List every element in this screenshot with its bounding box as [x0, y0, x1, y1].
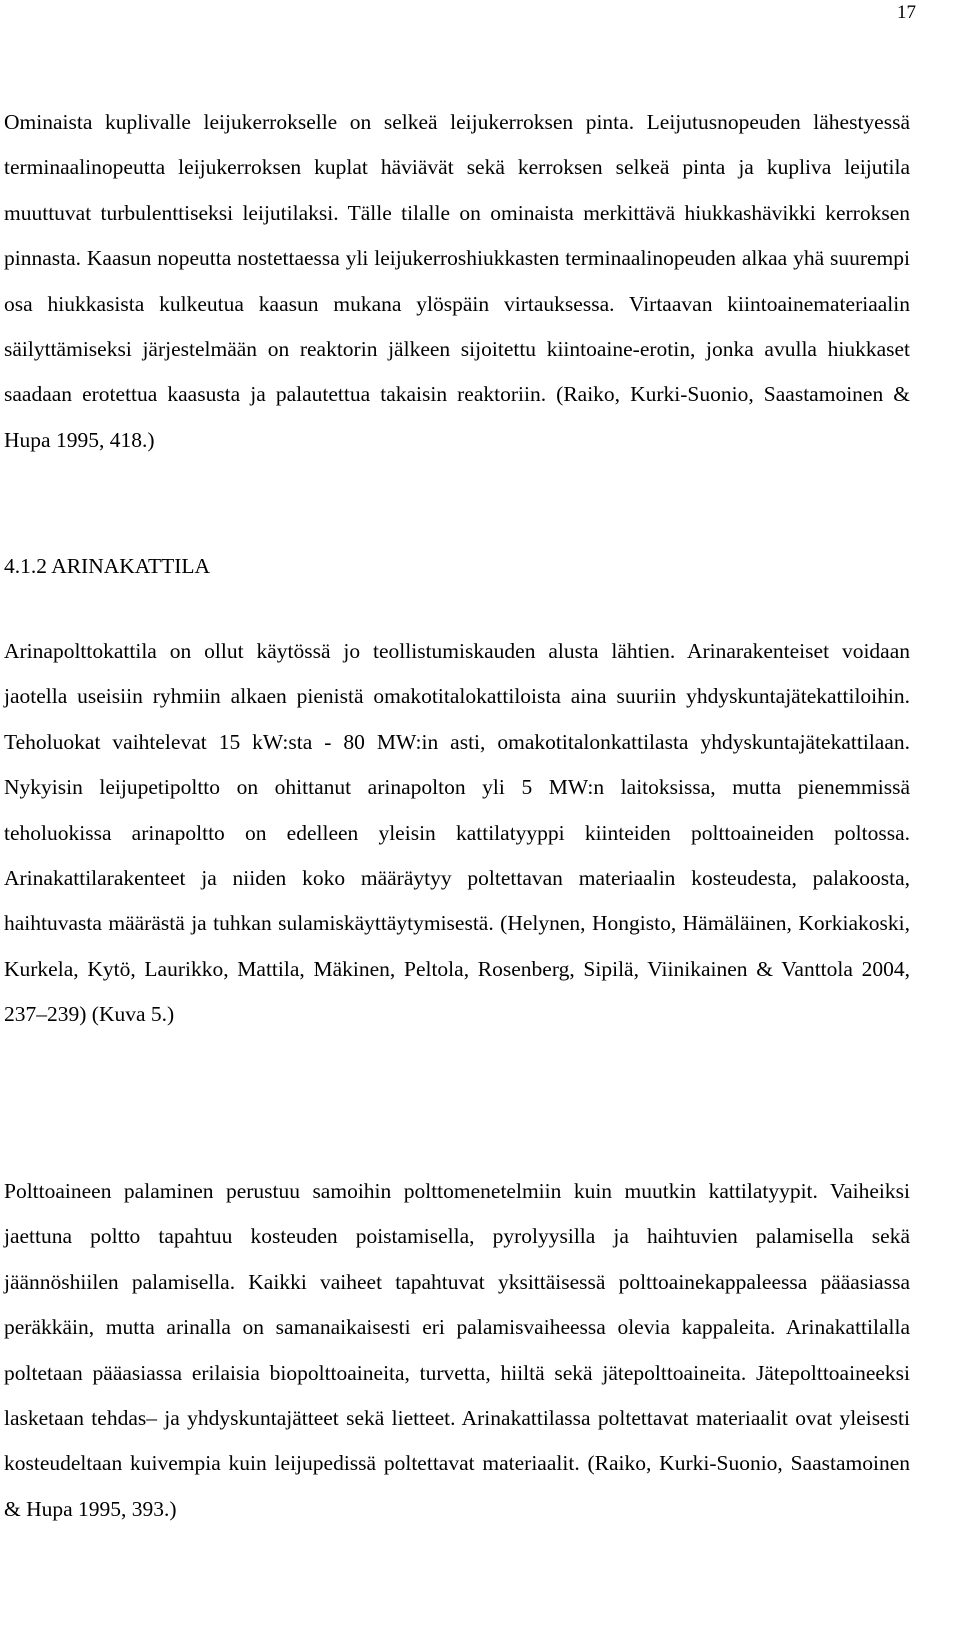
body-paragraph-arinakattila: Arinapolttokattila on ollut käytössä jo teollistumiskauden alusta lähtien. Arinarakenteiset voidaan jaotella useisiin ryhmiin alkaen pienistä omakotitalokattiloista aina suuriin yhdyskuntajätekattiloihin. Teholuokat vaihtelevat 15 kW:sta - 80 MW:in asti, omakotitalonkattilasta yhdyskuntajätekattilaan. Nykyisin leijupetipoltto on ohittanut arinapolton yli 5 MW:n laitoksissa, mutta pienemmissä teholuokissa arinapoltto on edelleen yleisin kattilatyyppi kiinteiden polttoaineiden poltossa. Arinakattilarakenteet ja niiden koko määräytyy poltettavan materiaalin kosteudesta, palakoosta, haihtuvasta määrästä ja tuhkan sulamiskäyttäytymisestä. (Helynen, Hongisto, Hämäläinen, Korkiakoski, Kurkela, Kytö, Laurikko, Mattila, Mäkinen, Peltola, Rosenberg, Sipilä, Viinikainen & Vanttola 2004, 237–239) (Kuva 5.): [4, 639, 910, 1027]
page-number: 17: [897, 2, 916, 23]
intro-paragraph: Ominaista kuplivalle leijukerrokselle on selkeä leijukerroksen pinta. Leijutusnopeuden lähestyessä terminaalinopeutta leijukerroksen kuplat häviävät sekä kerroksen selkeä pinta ja kupliva leijutila muuttuvat turbulenttiseksi leijutilaksi. Tälle tilalle on ominaista merkittävä hiukkashävikki kerroksen pinnasta. Kaasun nopeutta nostettaessa yli leijukerroshiukkasten terminaalinopeuden alkaa yhä suurempi osa hiukkasista kulkeutua kaasun mukana ylöspäin virtauksessa. Virtaavan kiintoainemateriaalin säilyttämiseksi järjestelmään on reaktorin jälkeen sijoitettu kiintoaine-erotin, jonka avulla hiukkaset saadaan erotettua kaasusta ja palautettua takaisin reaktoriin. (Raiko, Kurki-Suonio, Saastamoinen & Hupa 1995, 418.): [4, 110, 910, 452]
section-heading: 4.1.2 ARINAKATTILA: [4, 554, 211, 578]
body-paragraph-combustion: Polttoaineen palaminen perustuu samoihin polttomenetelmiin kuin muutkin kattilatyypit. Vaiheiksi jaettuna poltto tapahtuu kosteuden poistamisella, pyrolyysilla ja haihtuvien palamisella sekä jäännöshiilen palamisella. Kaikki vaiheet tapahtuvat yksittäisessä polttoainekappaleessa pääasiassa peräkkäin, mutta arinalla on samanaikaisesti eri palamisvaiheessa olevia kappaleita. Arinakattilalla poltetaan pääasiassa erilaisia biopolttoaineita, turvetta, hiiltä sekä jätepolttoaineita. Jätepolttoaineeksi lasketaan tehdas– ja yhdyskuntajätteet sekä lietteet. Arinakattilassa poltettavat materiaalit ovat yleisesti kosteudeltaan kuivempia kuin leijupedissä poltettavat materiaalit. (Raiko, Kurki-Suonio, Saastamoinen & Hupa 1995, 393.): [4, 1179, 910, 1521]
